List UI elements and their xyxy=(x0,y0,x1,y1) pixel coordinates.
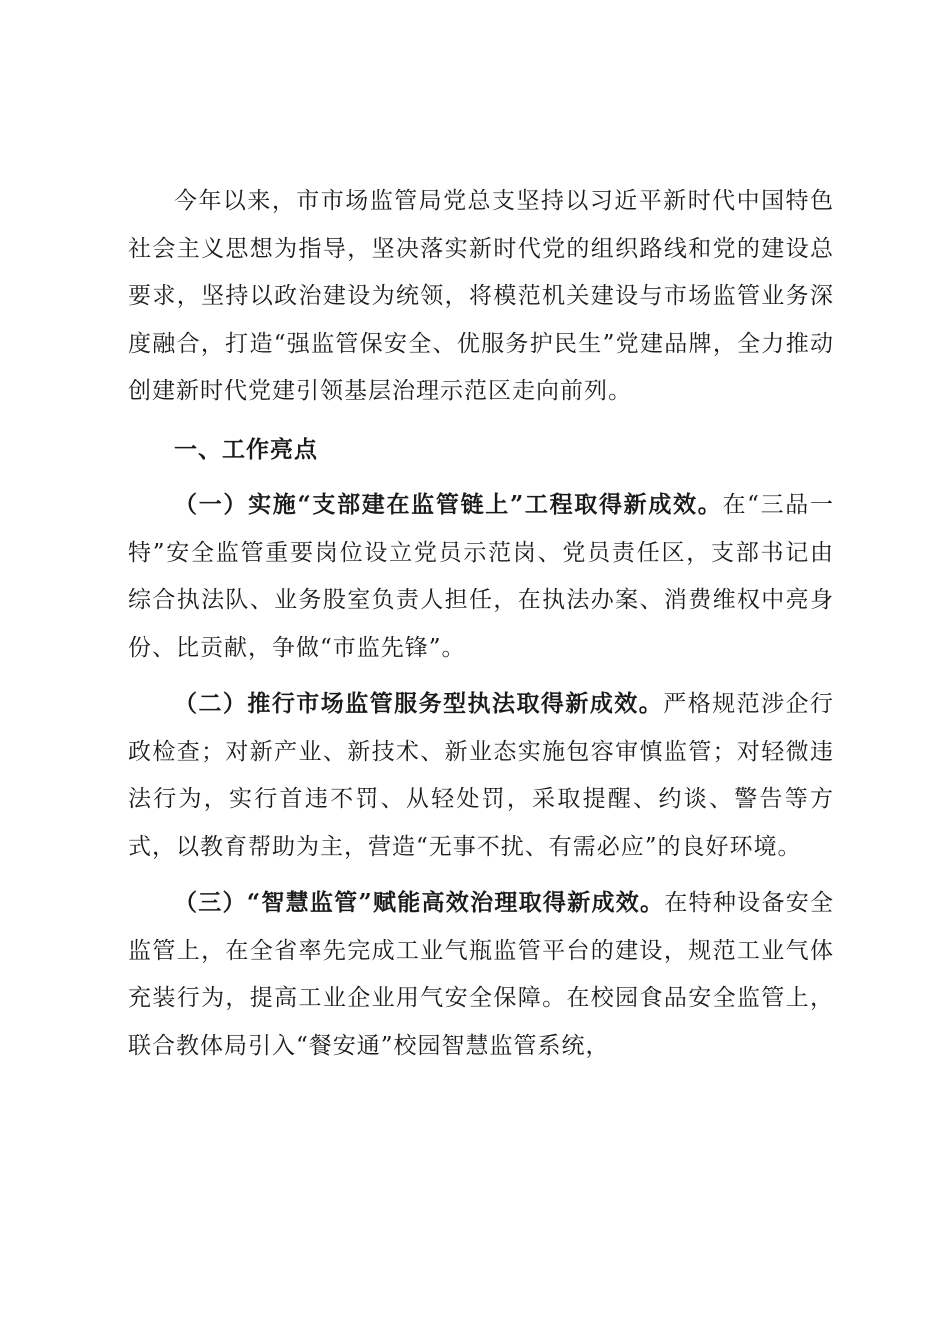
intro-paragraph: 今年以来，市市场监管局党总支坚持以习近平新时代中国特色社会主义思想为指导，坚决落实新时代党的组织路线和党的建设总要求，坚持以政治建设为统领，将模范机关建设与市场监管业务深度融合，打造“强监管保安全、优服务护民生”党建品牌，全力推动创建新时代党建引领基层治理示范区走向前列。 xyxy=(128,188,834,404)
item-paragraph-2 xyxy=(128,680,834,871)
item-lead-2: （二）推行市场监管服务型执法取得新成效。 xyxy=(174,690,664,717)
item-paragraph-3 xyxy=(128,879,834,1070)
section-heading: 一、工作亮点 xyxy=(174,435,318,463)
item-body-1: 在“三品一特”安全监管重要岗位设立党员示范岗、党员责任区，支部书记由综合执法队、业务股室负责人担任，在执法办案、消费维权中亮身份、比贡献，争做“市监先锋”。 xyxy=(128,492,834,661)
item-paragraph-1 xyxy=(128,481,834,672)
document-page xyxy=(128,178,834,1070)
item-body-3: 在特种设备安全监管上，在全省率先完成工业气瓶监管平台的建设，规范工业气体充装行为，提高工业企业用气安全保障。在校园食品安全监管上，联合教体局引入“餐安通”校园智慧监管系统， xyxy=(128,890,835,1059)
item-body-2: 严格规范涉企行政检查；对新产业、新技术、新业态实施包容审慎监管；对轻微违法行为，实行首违不罚、从轻处罚，采取提醒、约谈、警告等方式，以教育帮助为主，营造“无事不扰、有需必应”的良好环境。 xyxy=(128,691,835,860)
item-lead-1: （一）实施“支部建在监管链上”工程取得新成效。 xyxy=(174,491,723,518)
item-lead-3: （三）“智慧监管”赋能高效治理取得新成效。 xyxy=(174,889,665,916)
